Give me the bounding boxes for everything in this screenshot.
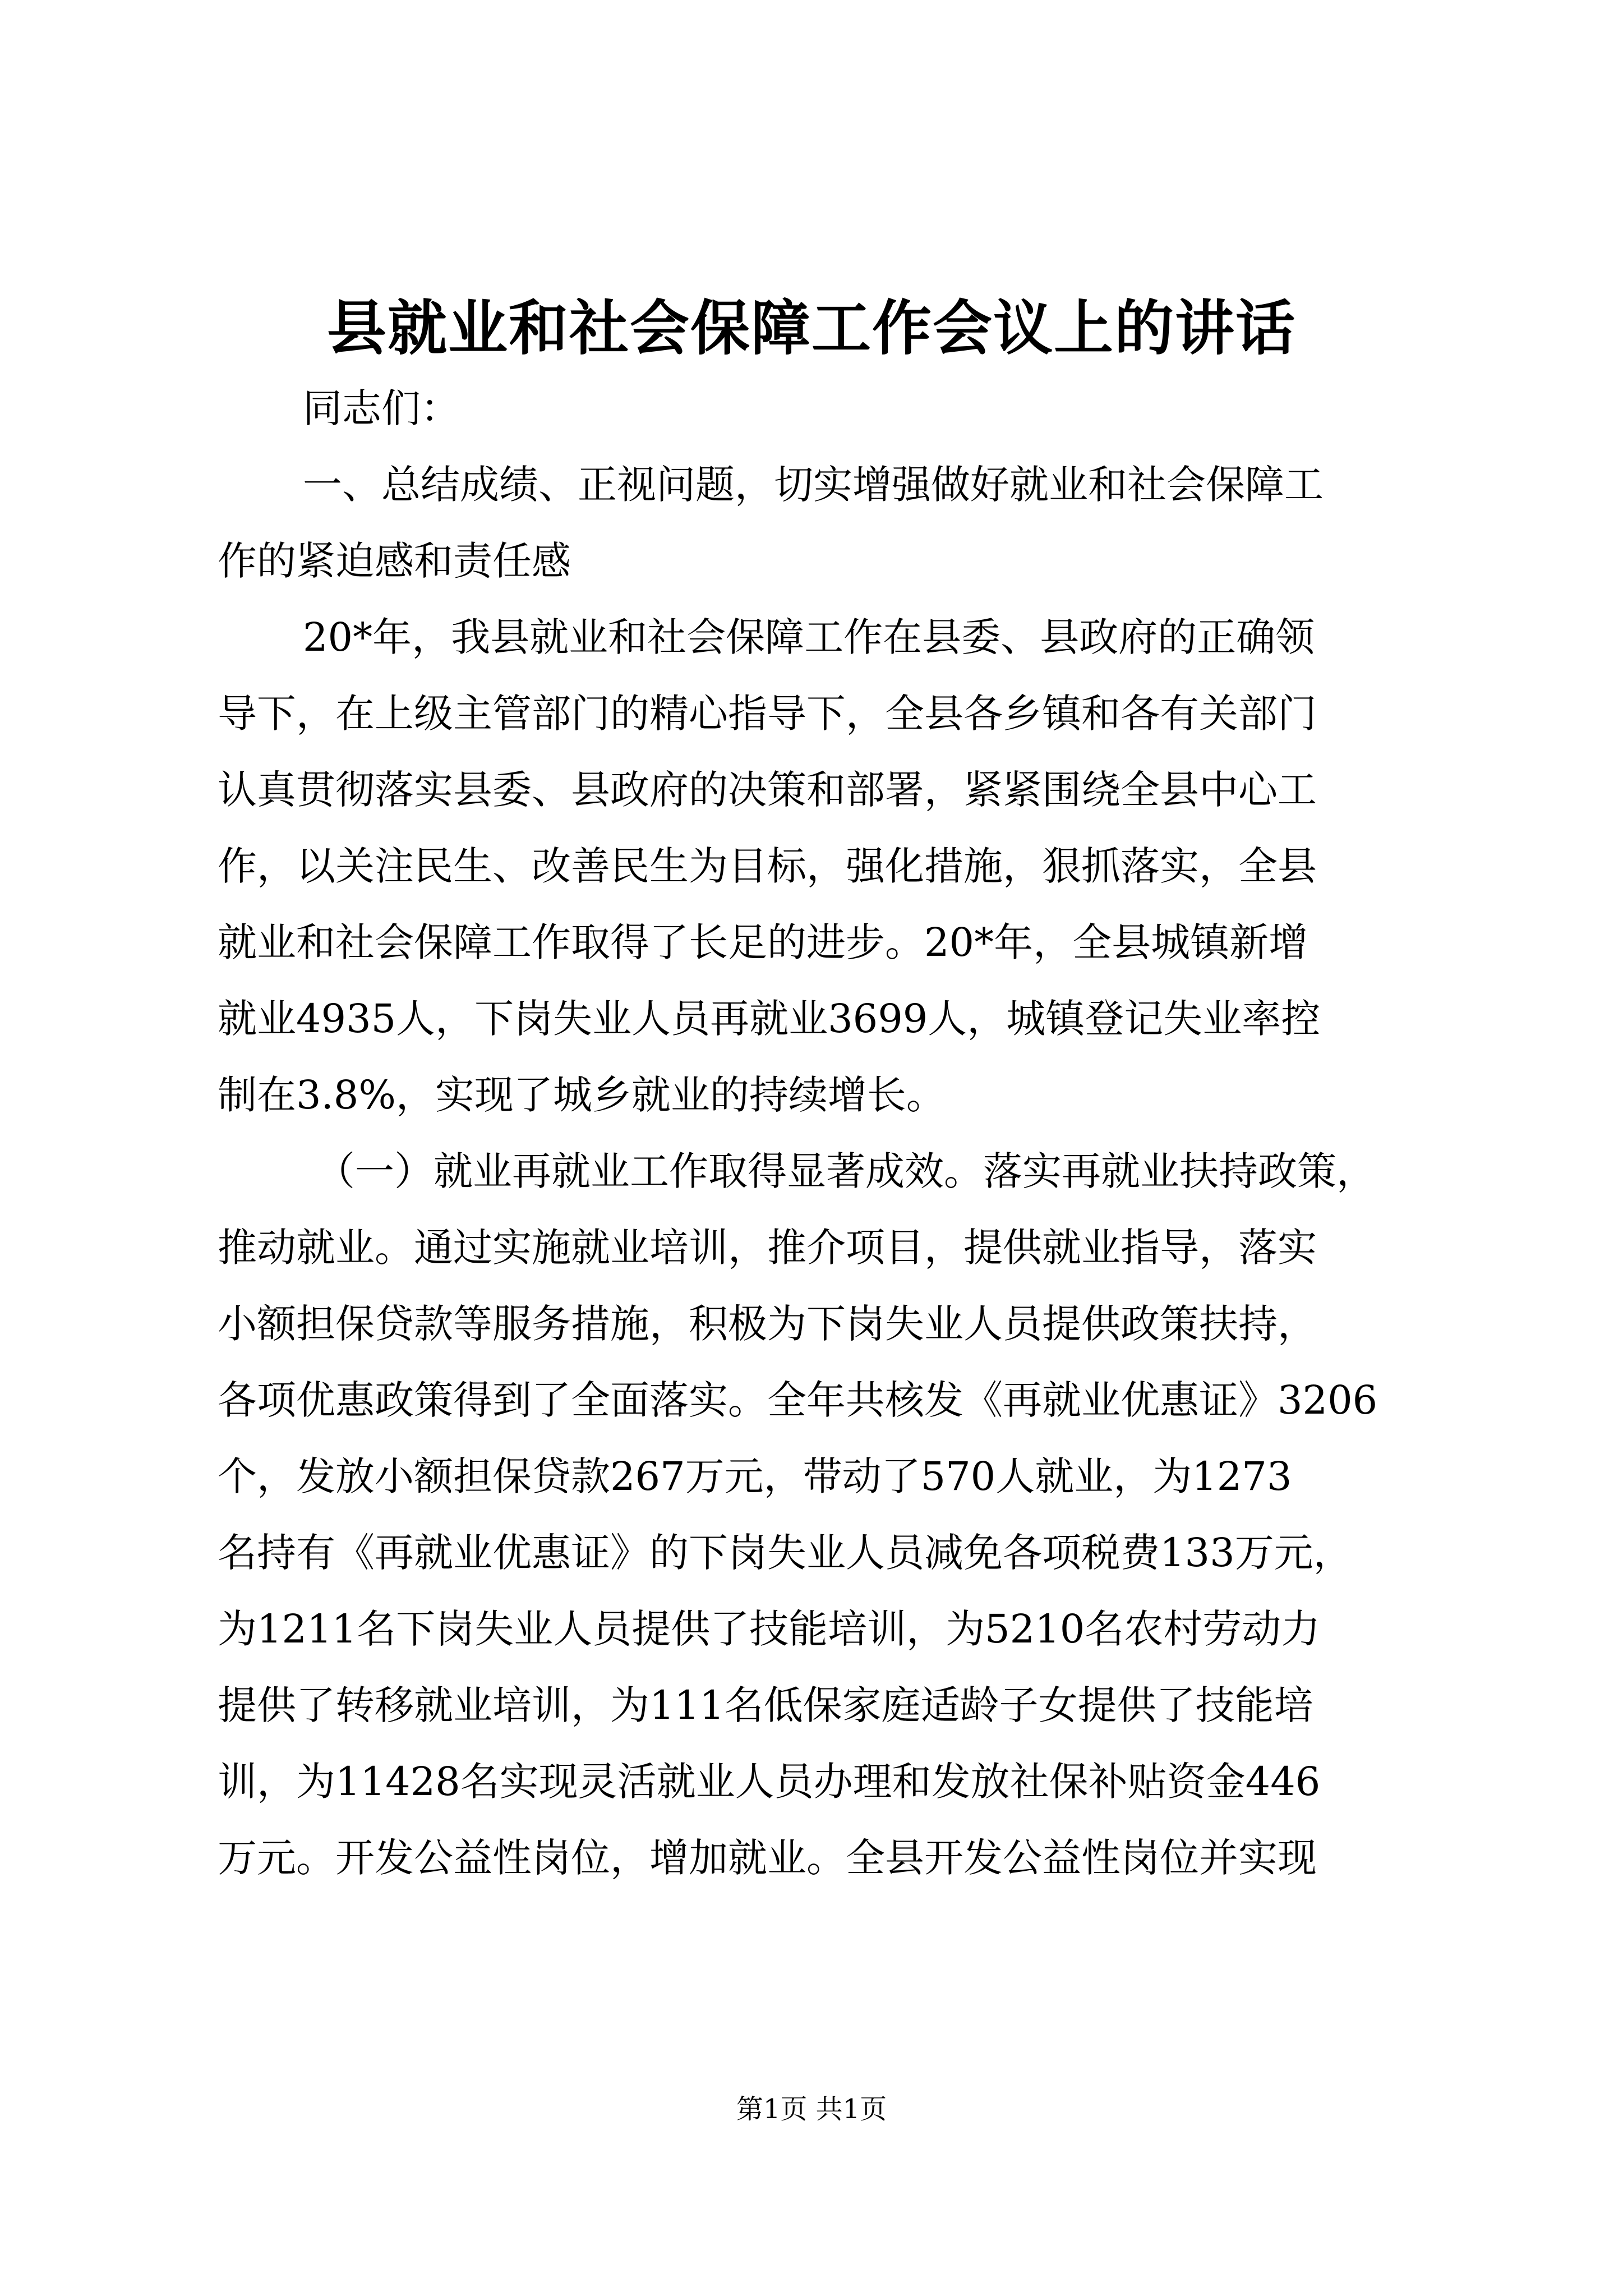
paragraph-line: 就业4935人，下岗失业人员再就业3699人，城镇登记失业率控 [218, 996, 1321, 1042]
salutation-line: 同志们： [303, 385, 460, 431]
paragraph-line: 为1211名下岗失业人员提供了技能培训，为5210名农村劳动力 [218, 1606, 1321, 1652]
page-number-footer: 第1页 共1页 [736, 2093, 887, 2125]
paragraph-line: 名持有《再就业优惠证》的下岗失业人员减免各项税费133万元， [218, 1530, 1353, 1576]
document-body [218, 370, 1427, 1896]
section-heading-line: 一、总结成绩、正视问题，切实增强做好就业和社会保障工 [303, 462, 1324, 508]
paragraph-line: 各项优惠政策得到了全面落实。全年共核发《再就业优惠证》3206 [218, 1377, 1378, 1423]
paragraph-line: 小额担保贷款等服务措施，积极为下岗失业人员提供政策扶持， [218, 1301, 1317, 1347]
document-title: 县就业和社会保障工作会议上的讲话 [327, 293, 1296, 363]
section-heading-line: 作的紧迫感和责任感 [218, 538, 571, 584]
paragraph-line: 导下，在上级主管部门的精心指导下，全县各乡镇和各有关部门 [218, 691, 1317, 737]
paragraph-line: 训，为11428名实现灵活就业人员办理和发放社保补贴资金446 [218, 1759, 1321, 1805]
paragraph-line: 认真贯彻落实县委、县政府的决策和部署，紧紧围绕全县中心工 [218, 767, 1317, 813]
subsection-line: （一）就业再就业工作取得显著成效。落实再就业扶持政策， [316, 1148, 1376, 1194]
paragraph-line: 20*年，我县就业和社会保障工作在县委、县政府的正确领 [303, 614, 1315, 660]
paragraph-line: 个，发放小额担保贷款267万元，带动了570人就业，为1273 [218, 1453, 1292, 1499]
paragraph-line: 制在3.8%，实现了城乡就业的持续增长。 [218, 1072, 946, 1118]
paragraph-line: 推动就业。通过实施就业培训，推介项目，提供就业指导，落实 [218, 1225, 1317, 1271]
paragraph-line: 万元。开发公益性岗位，增加就业。全县开发公益性岗位并实现 [218, 1835, 1317, 1881]
paragraph-line: 作，以关注民生、改善民生为目标，强化措施，狠抓落实，全县 [218, 843, 1317, 889]
paragraph-line: 就业和社会保障工作取得了长足的进步。20*年，全县城镇新增 [218, 919, 1308, 965]
paragraph-line: 提供了转移就业培训，为111名低保家庭适龄子女提供了技能培 [218, 1682, 1313, 1728]
